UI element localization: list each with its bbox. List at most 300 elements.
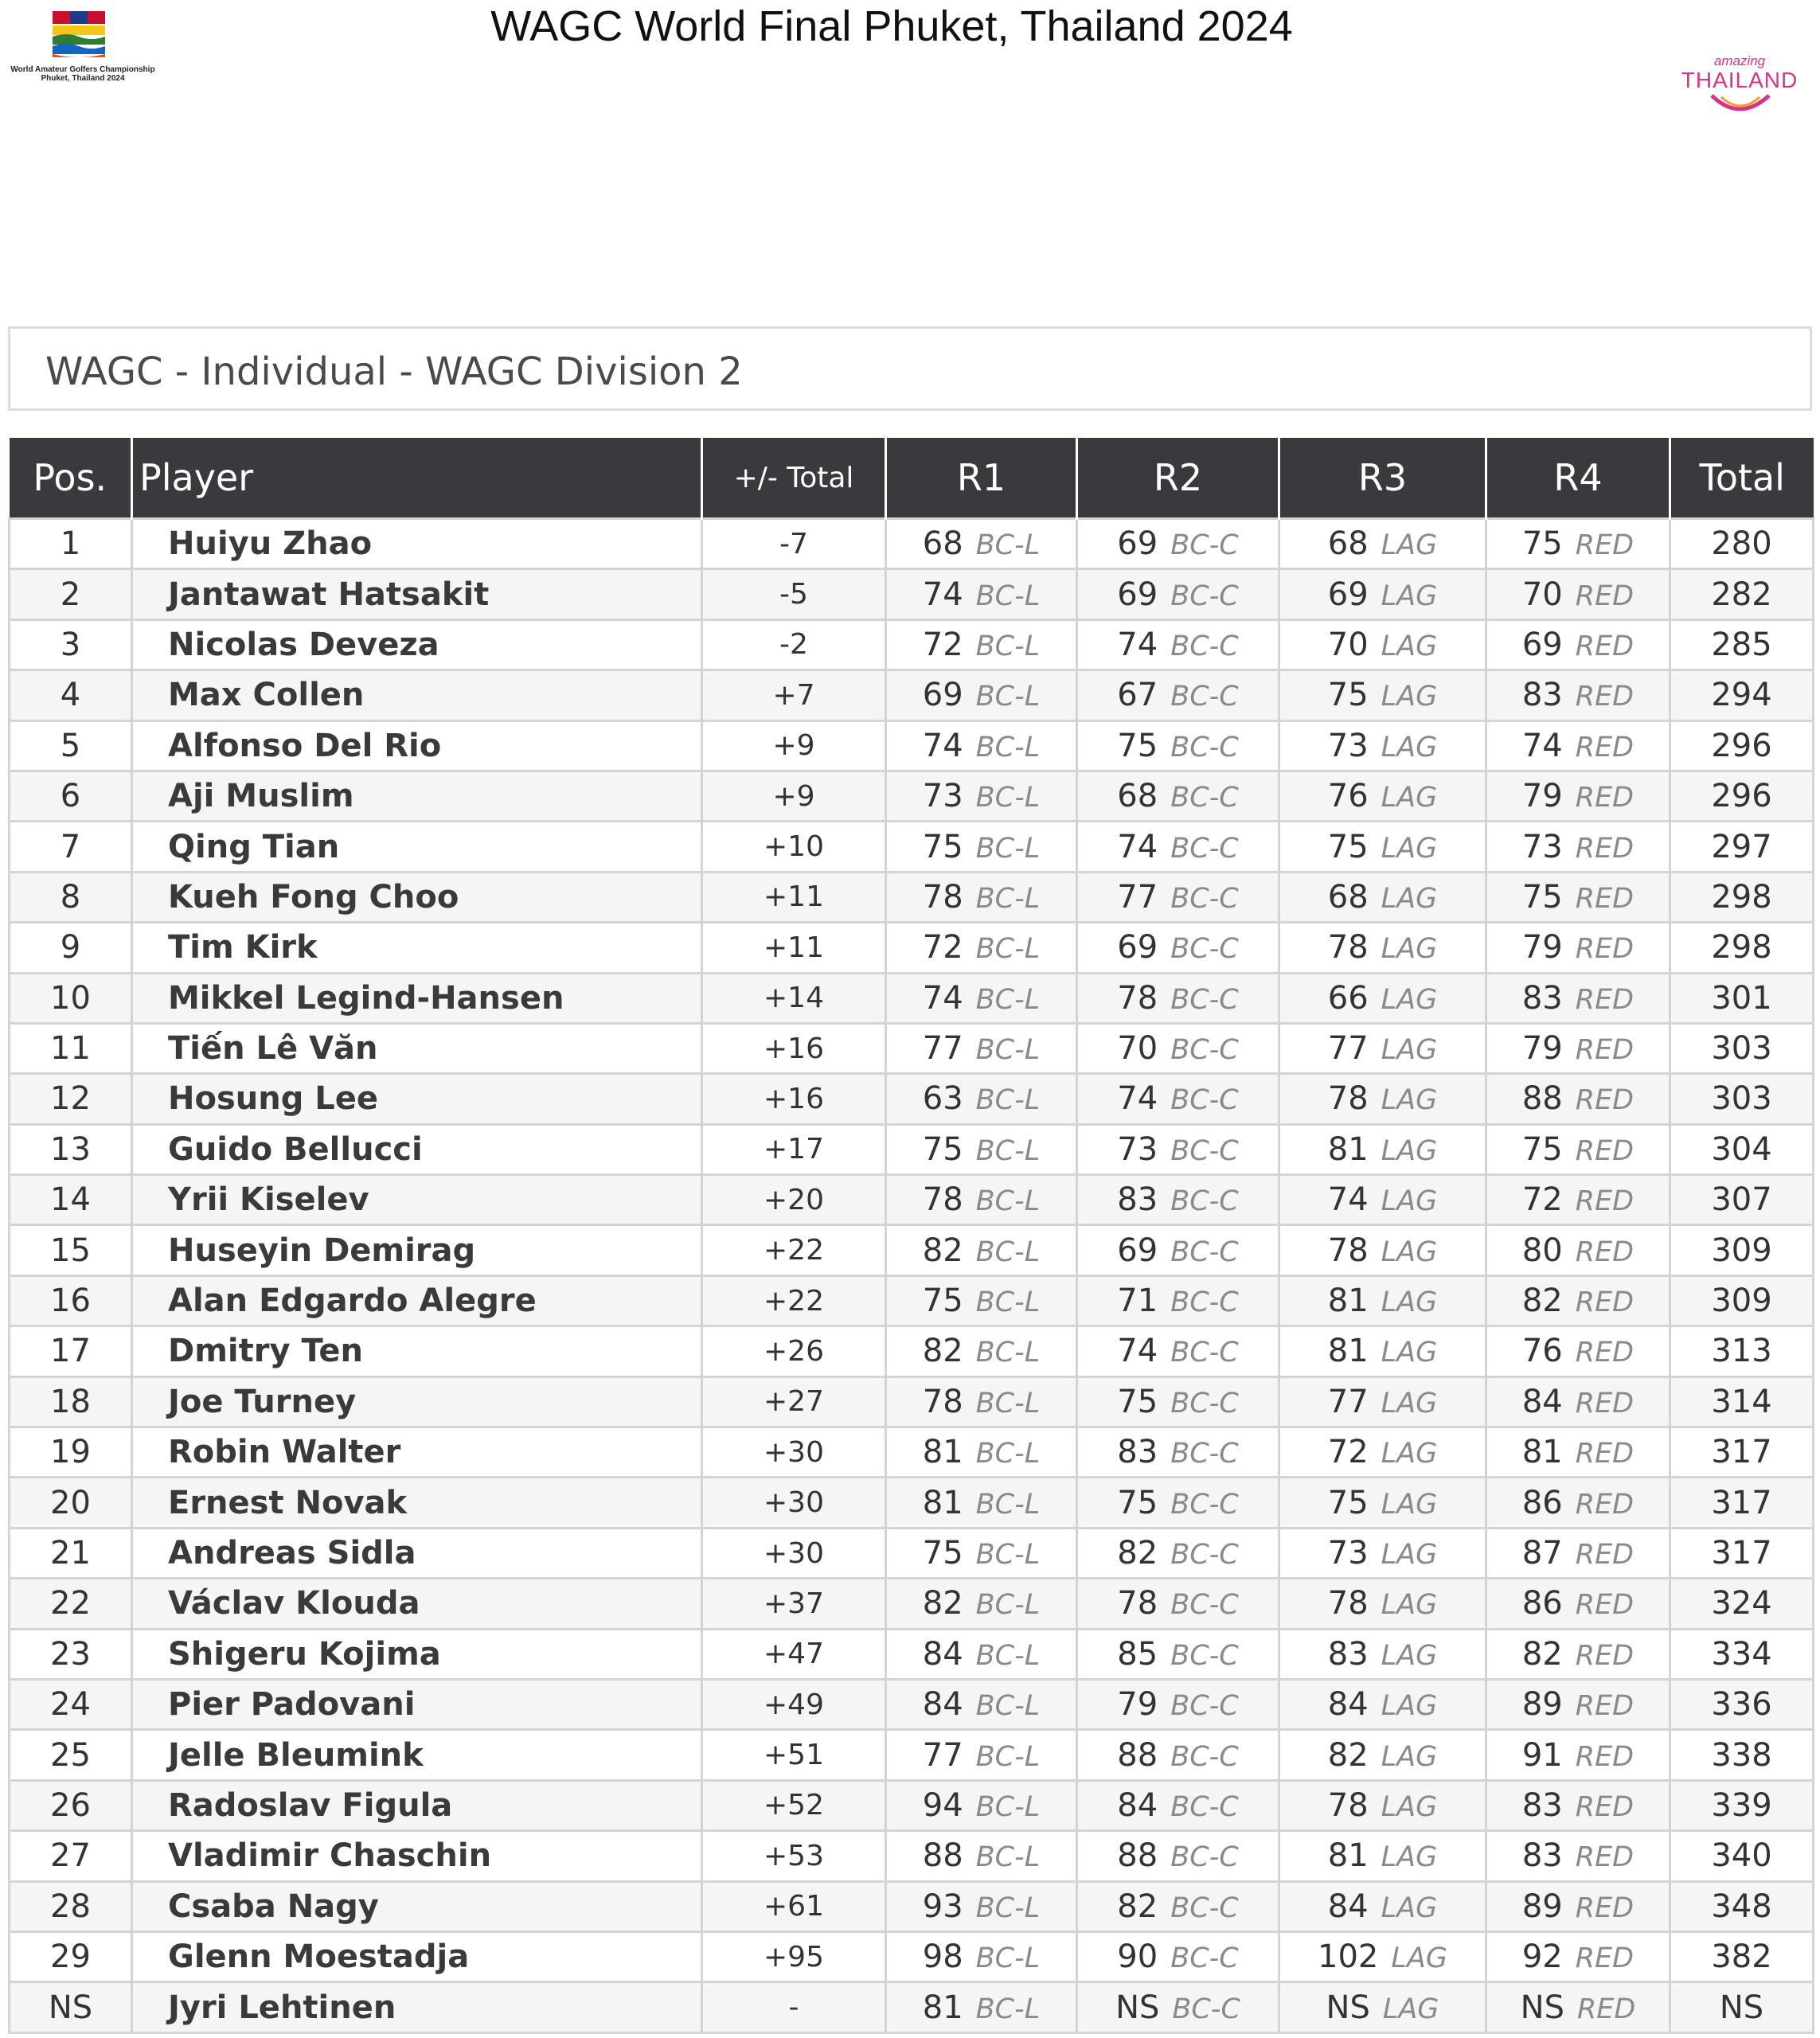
- player-name-link[interactable]: Alfonso Del Rio: [132, 720, 702, 771]
- round-score: 75: [1521, 1130, 1563, 1168]
- table-row: [10, 1275, 1814, 1325]
- round-2-cell: [1077, 1225, 1279, 1275]
- player-name-link[interactable]: Mikkel Legind-Hansen: [132, 973, 702, 1023]
- position-cell: 17: [10, 1326, 132, 1376]
- round-1-cell: [886, 1629, 1077, 1679]
- course-code: RED: [1575, 1790, 1634, 1823]
- player-name-link[interactable]: Václav Klouda: [132, 1579, 702, 1629]
- round-score: 77: [1117, 878, 1158, 916]
- col-header-r3[interactable]: R3: [1279, 438, 1486, 519]
- round-3-cell: [1279, 771, 1486, 821]
- round-score: 81: [1327, 1837, 1369, 1875]
- course-code: RED: [1575, 1740, 1634, 1773]
- round-score: 82: [922, 1585, 963, 1622]
- table-row: [10, 1175, 1814, 1225]
- round-3-cell: [1279, 923, 1486, 973]
- round-4-cell: [1486, 973, 1670, 1023]
- round-2-cell: [1077, 1528, 1279, 1578]
- plus-minus-cell: -7: [702, 519, 886, 569]
- round-2-cell: [1077, 1730, 1279, 1780]
- round-score: 72: [1521, 1181, 1563, 1219]
- round-2-cell: [1077, 1175, 1279, 1225]
- round-score: 67: [1117, 677, 1158, 714]
- round-2-cell: [1077, 569, 1279, 619]
- round-score: 83: [1117, 1434, 1158, 1471]
- course-code: BC-L: [975, 933, 1041, 966]
- round-score: 79: [1521, 778, 1563, 815]
- round-score: NS: [1115, 1989, 1160, 2026]
- round-score: 83: [1521, 979, 1563, 1017]
- total-cell: 313: [1670, 1326, 1814, 1376]
- round-score: 73: [1327, 727, 1369, 764]
- player-name-link[interactable]: Hosung Lee: [132, 1074, 702, 1124]
- table-row: [10, 569, 1814, 619]
- table-header-row: [10, 438, 1814, 519]
- round-3-cell: [1279, 720, 1486, 771]
- round-1-cell: [886, 1982, 1077, 2032]
- round-3-cell: [1279, 1023, 1486, 1073]
- round-score: 68: [1117, 778, 1158, 815]
- round-score: 88: [1521, 1080, 1563, 1118]
- round-score: 74: [922, 576, 963, 613]
- round-1-cell: [886, 1931, 1077, 1981]
- round-3-cell: [1279, 1881, 1486, 1931]
- player-name-link[interactable]: Kueh Fong Choo: [132, 872, 702, 922]
- player-name-link[interactable]: Ernest Novak: [132, 1478, 702, 1528]
- course-code: BC-L: [975, 1690, 1041, 1723]
- plus-minus-cell: +53: [702, 1831, 886, 1881]
- course-code: BC-C: [1170, 1337, 1239, 1369]
- course-code: BC-C: [1170, 782, 1239, 814]
- round-score: 78: [1327, 1080, 1369, 1118]
- total-cell: 317: [1670, 1427, 1814, 1478]
- player-name-link[interactable]: Andreas Sidla: [132, 1528, 702, 1578]
- plus-minus-cell: +22: [702, 1275, 886, 1325]
- col-header-r4[interactable]: R4: [1486, 438, 1670, 519]
- round-4-cell: [1486, 1679, 1670, 1729]
- course-code: BC-L: [975, 630, 1041, 662]
- player-name-link[interactable]: Yrii Kiselev: [132, 1175, 702, 1225]
- course-code: BC-L: [975, 1942, 1041, 1975]
- player-name-link[interactable]: Joe Turney: [132, 1376, 702, 1427]
- course-code: BC-C: [1170, 731, 1239, 763]
- table-row: [10, 519, 1814, 569]
- player-name-link[interactable]: Huiyu Zhao: [132, 519, 702, 569]
- round-score: NS: [1326, 1989, 1370, 2026]
- round-score: 82: [1521, 1635, 1563, 1673]
- course-code: RED: [1575, 580, 1634, 612]
- course-code: BC-C: [1170, 882, 1239, 915]
- round-2-cell: [1077, 1427, 1279, 1478]
- round-score: 83: [1521, 1786, 1563, 1824]
- course-code: RED: [1575, 529, 1634, 562]
- round-3-cell: [1279, 519, 1486, 569]
- total-cell: 301: [1670, 973, 1814, 1023]
- round-4-cell: [1486, 519, 1670, 569]
- col-header-total[interactable]: Total: [1670, 438, 1814, 519]
- course-code: BC-L: [975, 681, 1041, 713]
- position-cell: 16: [10, 1275, 132, 1325]
- course-code: LAG: [1381, 1539, 1438, 1571]
- wagc-emblem-icon: [3, 8, 162, 64]
- course-code: LAG: [1381, 1387, 1438, 1419]
- round-score: 77: [1327, 1030, 1369, 1068]
- round-3-cell: [1279, 1780, 1486, 1830]
- col-header-r1[interactable]: R1: [886, 438, 1077, 519]
- round-4-cell: [1486, 619, 1670, 670]
- round-score: 71: [1117, 1283, 1158, 1320]
- round-score: 70: [1327, 626, 1369, 663]
- course-code: BC-C: [1170, 1690, 1239, 1723]
- round-score: 81: [922, 1484, 963, 1521]
- logo-thailand-text: THAILAND: [1681, 68, 1799, 92]
- round-3-cell: [1279, 569, 1486, 619]
- table-row: [10, 1023, 1814, 1073]
- course-code: RED: [1575, 1236, 1634, 1268]
- round-score: 83: [1521, 677, 1563, 714]
- round-4-cell: [1486, 1376, 1670, 1427]
- table-row: [10, 1780, 1814, 1830]
- round-2-cell: [1077, 1982, 1279, 2032]
- course-code: LAG: [1381, 782, 1438, 814]
- plus-minus-cell: +26: [702, 1326, 886, 1376]
- course-code: LAG: [1381, 1690, 1438, 1723]
- col-header-plus-minus[interactable]: +/- Total: [702, 438, 886, 519]
- round-3-cell: [1279, 1124, 1486, 1174]
- course-code: LAG: [1381, 1639, 1438, 1672]
- round-3-cell: [1279, 1831, 1486, 1881]
- total-cell: 382: [1670, 1931, 1814, 1981]
- round-3-cell: [1279, 973, 1486, 1023]
- total-cell: 317: [1670, 1528, 1814, 1578]
- round-score: 87: [1521, 1535, 1563, 1571]
- col-header-r2[interactable]: R2: [1077, 438, 1279, 519]
- round-score: 75: [922, 1130, 963, 1168]
- round-score: 75: [1327, 828, 1369, 865]
- round-score: 68: [922, 525, 963, 563]
- round-2-cell: [1077, 619, 1279, 670]
- total-cell: 317: [1670, 1478, 1814, 1528]
- round-1-cell: [886, 1376, 1077, 1427]
- course-code: BC-C: [1170, 1892, 1239, 1924]
- round-score: 77: [922, 1030, 963, 1068]
- round-4-cell: [1486, 1881, 1670, 1931]
- course-code: RED: [1575, 1841, 1634, 1874]
- round-score: 77: [1327, 1383, 1369, 1420]
- course-code: LAG: [1381, 1589, 1438, 1622]
- round-score: 75: [922, 828, 963, 865]
- col-header-pos[interactable]: Pos.: [10, 438, 132, 519]
- round-3-cell: [1279, 1931, 1486, 1981]
- col-header-player[interactable]: Player: [132, 438, 702, 519]
- course-code: BC-C: [1170, 1539, 1239, 1571]
- course-code: RED: [1575, 630, 1634, 662]
- player-name-link[interactable]: Qing Tian: [132, 822, 702, 872]
- round-3-cell: [1279, 1679, 1486, 1729]
- plus-minus-cell: +20: [702, 1175, 886, 1225]
- round-3-cell: [1279, 1326, 1486, 1376]
- course-code: RED: [1575, 1337, 1634, 1369]
- course-code: RED: [1575, 1589, 1634, 1622]
- round-score: 81: [1521, 1434, 1563, 1471]
- round-4-cell: [1486, 1275, 1670, 1325]
- round-2-cell: [1077, 1023, 1279, 1073]
- total-cell: 282: [1670, 569, 1814, 619]
- round-score: 78: [1327, 1232, 1369, 1269]
- round-score: 78: [1117, 979, 1158, 1017]
- player-name-link[interactable]: Tiến Lê Văn: [132, 1023, 702, 1073]
- round-score: 88: [1117, 1736, 1158, 1774]
- round-3-cell: [1279, 1528, 1486, 1578]
- total-cell: 298: [1670, 872, 1814, 922]
- round-3-cell: [1279, 822, 1486, 872]
- position-cell: 27: [10, 1831, 132, 1881]
- round-score: 69: [1117, 1232, 1158, 1269]
- round-4-cell: [1486, 720, 1670, 771]
- total-cell: 339: [1670, 1780, 1814, 1830]
- round-score: 98: [922, 1938, 963, 1976]
- course-code: RED: [1575, 1942, 1634, 1975]
- round-4-cell: [1486, 872, 1670, 922]
- player-name-link[interactable]: Guido Bellucci: [132, 1124, 702, 1174]
- round-2-cell: [1077, 1478, 1279, 1528]
- round-2-cell: [1077, 1831, 1279, 1881]
- round-score: 81: [922, 1434, 963, 1471]
- course-code: LAG: [1381, 1236, 1438, 1268]
- round-score: 92: [1521, 1938, 1563, 1976]
- table-row: [10, 1124, 1814, 1174]
- round-score: 84: [922, 1686, 963, 1724]
- round-3-cell: [1279, 1478, 1486, 1528]
- round-score: 72: [922, 626, 963, 663]
- player-name-link[interactable]: Vladimir Chaschin: [132, 1831, 702, 1881]
- round-3-cell: [1279, 1629, 1486, 1679]
- course-code: LAG: [1381, 1841, 1438, 1874]
- course-code: RED: [1575, 1286, 1634, 1319]
- player-name-link[interactable]: Alan Edgardo Alegre: [132, 1275, 702, 1325]
- round-score: 78: [922, 878, 963, 916]
- plus-minus-cell: +10: [702, 822, 886, 872]
- course-code: BC-C: [1170, 630, 1239, 662]
- course-code: BC-L: [975, 1639, 1041, 1672]
- course-code: BC-L: [975, 731, 1041, 763]
- course-code: BC-C: [1170, 1639, 1239, 1672]
- round-4-cell: [1486, 569, 1670, 619]
- course-code: BC-L: [975, 1286, 1041, 1319]
- round-score: NS: [1520, 1989, 1564, 2026]
- round-1-cell: [886, 1780, 1077, 1830]
- total-cell: 303: [1670, 1023, 1814, 1073]
- total-cell: 303: [1670, 1074, 1814, 1124]
- plus-minus-cell: +11: [702, 872, 886, 922]
- round-score: 74: [1117, 1333, 1158, 1370]
- course-code: LAG: [1381, 882, 1438, 915]
- course-code: LAG: [1381, 1134, 1438, 1167]
- round-3-cell: [1279, 1074, 1486, 1124]
- course-code: BC-C: [1170, 580, 1239, 612]
- course-code: BC-L: [975, 782, 1041, 814]
- round-3-cell: [1279, 1982, 1486, 2032]
- round-1-cell: [886, 923, 1077, 973]
- division-header: [8, 326, 1812, 411]
- round-3-cell: [1279, 619, 1486, 670]
- round-score: 75: [1117, 1484, 1158, 1521]
- plus-minus-cell: +30: [702, 1478, 886, 1528]
- table-row: [10, 619, 1814, 670]
- player-name-link[interactable]: Shigeru Kojima: [132, 1629, 702, 1679]
- player-name-link[interactable]: Tim Kirk: [132, 923, 702, 973]
- course-code: LAG: [1381, 1438, 1438, 1470]
- round-2-cell: [1077, 1376, 1279, 1427]
- round-score: 83: [1327, 1635, 1369, 1673]
- round-score: 69: [1327, 576, 1369, 613]
- table-row: [10, 670, 1814, 720]
- wagc-logo: [3, 8, 162, 88]
- table-row: [10, 720, 1814, 771]
- plus-minus-cell: +14: [702, 973, 886, 1023]
- table-row: [10, 1679, 1814, 1729]
- round-score: 88: [922, 1837, 963, 1875]
- course-code: RED: [1575, 1387, 1634, 1419]
- course-code: BC-C: [1170, 529, 1239, 562]
- course-code: RED: [1575, 782, 1634, 814]
- course-code: BC-L: [975, 1488, 1041, 1521]
- plus-minus-cell: +16: [702, 1074, 886, 1124]
- round-score: 75: [1117, 1383, 1158, 1420]
- player-name-link[interactable]: Csaba Nagy: [132, 1881, 702, 1931]
- round-score: 78: [922, 1181, 963, 1219]
- plus-minus-cell: +52: [702, 1780, 886, 1830]
- round-score: 91: [1521, 1736, 1563, 1774]
- round-2-cell: [1077, 1326, 1279, 1376]
- player-name-link[interactable]: Robin Walter: [132, 1427, 702, 1478]
- total-cell: 348: [1670, 1881, 1814, 1931]
- round-1-cell: [886, 619, 1077, 670]
- round-4-cell: [1486, 923, 1670, 973]
- round-score: 75: [1327, 1484, 1369, 1521]
- round-1-cell: [886, 1427, 1077, 1478]
- player-name-link[interactable]: Pier Padovani: [132, 1679, 702, 1729]
- round-2-cell: [1077, 1074, 1279, 1124]
- round-score: 75: [1521, 525, 1563, 563]
- plus-minus-cell: +30: [702, 1528, 886, 1578]
- player-name-link[interactable]: Nicolas Deveza: [132, 619, 702, 670]
- round-score: 102: [1318, 1938, 1379, 1976]
- player-name-link[interactable]: Glenn Moestadja: [132, 1931, 702, 1981]
- round-1-cell: [886, 1175, 1077, 1225]
- round-score: 73: [1117, 1130, 1158, 1168]
- table-row: [10, 1225, 1814, 1275]
- course-code: BC-L: [975, 1539, 1041, 1571]
- round-score: 73: [922, 778, 963, 815]
- player-name-link[interactable]: Jyri Lehtinen: [132, 1982, 702, 2032]
- total-cell: 296: [1670, 771, 1814, 821]
- course-code: LAG: [1381, 983, 1438, 1016]
- table-row: [10, 1881, 1814, 1931]
- position-cell: 20: [10, 1478, 132, 1528]
- round-2-cell: [1077, 1579, 1279, 1629]
- round-1-cell: [886, 1528, 1077, 1578]
- round-3-cell: [1279, 1579, 1486, 1629]
- round-4-cell: [1486, 1982, 1670, 2032]
- round-score: 78: [1327, 1786, 1369, 1824]
- player-name-link[interactable]: Dmitry Ten: [132, 1326, 702, 1376]
- round-score: 74: [1117, 828, 1158, 865]
- round-1-cell: [886, 670, 1077, 720]
- round-3-cell: [1279, 1275, 1486, 1325]
- plus-minus-cell: +22: [702, 1225, 886, 1275]
- round-score: 73: [1521, 828, 1563, 865]
- round-score: 69: [922, 677, 963, 714]
- round-4-cell: [1486, 1326, 1670, 1376]
- position-cell: 3: [10, 619, 132, 670]
- player-name-link[interactable]: Huseyin Demirag: [132, 1225, 702, 1275]
- round-1-cell: [886, 1124, 1077, 1174]
- player-name-link[interactable]: Max Collen: [132, 670, 702, 720]
- player-name-link[interactable]: Aji Muslim: [132, 771, 702, 821]
- player-name-link[interactable]: Jantawat Hatsakit: [132, 569, 702, 619]
- position-cell: 6: [10, 771, 132, 821]
- course-code: RED: [1575, 1185, 1634, 1218]
- player-name-link[interactable]: Jelle Bleumink: [132, 1730, 702, 1780]
- round-4-cell: [1486, 771, 1670, 821]
- course-code: BC-L: [975, 1236, 1041, 1268]
- round-score: 72: [1327, 1434, 1369, 1471]
- course-code: LAG: [1381, 529, 1438, 562]
- player-name-link[interactable]: Radoslav Figula: [132, 1780, 702, 1830]
- round-1-cell: [886, 1326, 1077, 1376]
- position-cell: 2: [10, 569, 132, 619]
- round-2-cell: [1077, 1780, 1279, 1830]
- course-code: LAG: [1381, 1488, 1438, 1521]
- position-cell: 11: [10, 1023, 132, 1073]
- round-2-cell: [1077, 771, 1279, 821]
- table-row: [10, 1326, 1814, 1376]
- round-2-cell: [1077, 519, 1279, 569]
- course-code: RED: [1575, 731, 1634, 763]
- course-code: BC-C: [1170, 1488, 1239, 1521]
- round-2-cell: [1077, 1629, 1279, 1679]
- course-code: RED: [1575, 681, 1634, 713]
- round-score: 82: [1327, 1736, 1369, 1774]
- round-4-cell: [1486, 1931, 1670, 1981]
- round-score: 76: [1327, 778, 1369, 815]
- round-score: 75: [1327, 677, 1369, 714]
- round-1-cell: [886, 1730, 1077, 1780]
- round-1-cell: [886, 1225, 1077, 1275]
- course-code: BC-C: [1170, 1236, 1239, 1268]
- round-2-cell: [1077, 872, 1279, 922]
- total-cell: 296: [1670, 720, 1814, 771]
- course-code: RED: [1575, 1892, 1634, 1924]
- table-row: [10, 1478, 1814, 1528]
- total-cell: NS: [1670, 1982, 1814, 2032]
- round-3-cell: [1279, 1427, 1486, 1478]
- round-2-cell: [1077, 720, 1279, 771]
- course-code: LAG: [1381, 1740, 1438, 1773]
- round-score: 74: [922, 727, 963, 764]
- course-code: BC-L: [975, 1790, 1041, 1823]
- course-code: RED: [1575, 1488, 1634, 1521]
- round-score: 81: [922, 1989, 963, 2026]
- round-2-cell: [1077, 1679, 1279, 1729]
- round-score: 70: [1117, 1030, 1158, 1068]
- position-cell: 24: [10, 1679, 132, 1729]
- course-code: RED: [1575, 1034, 1634, 1067]
- amazing-thailand-logo: [1680, 54, 1799, 126]
- total-cell: 297: [1670, 822, 1814, 872]
- position-cell: 7: [10, 822, 132, 872]
